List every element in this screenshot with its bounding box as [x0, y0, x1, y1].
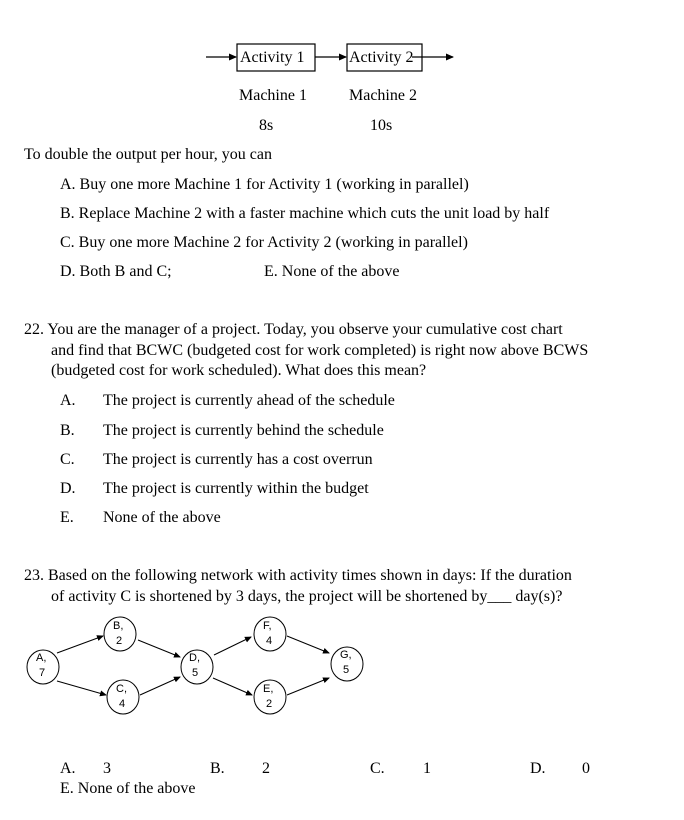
time1-label: 8s [259, 117, 274, 134]
q23-option-e: E. None of the above [60, 780, 196, 797]
node-b-name: B, [113, 620, 124, 632]
edge-e-g [287, 678, 329, 695]
node-f-name: F, [263, 620, 272, 632]
q22-option-b-letter: B. [60, 422, 75, 439]
q22-option-c-text: The project is currently has a cost overrun [103, 451, 373, 468]
node-a-name: A, [36, 652, 47, 664]
q23-stem-line1: 23. Based on the following network with activity times shown in days: If the duration [24, 567, 572, 584]
node-c-name: C, [116, 683, 127, 695]
q23-stem-line2: of activity C is shortened by 3 days, the project will be shortened by___ day(s)? [51, 588, 563, 605]
q22-option-d-letter: D. [60, 480, 76, 497]
q22-option-a-text: The project is currently ahead of the schedule [103, 392, 395, 409]
q22-option-e-letter: E. [60, 509, 74, 526]
machine2-label: Machine 2 [349, 87, 417, 104]
edge-b-d [138, 640, 180, 657]
node-c-time: 4 [119, 698, 126, 710]
edge-c-d [140, 677, 180, 695]
edge-a-b [57, 636, 103, 653]
node-d-name: D, [189, 652, 200, 664]
activity2-label: Activity 2 [349, 49, 414, 66]
q23-option-c-letter: C. [370, 760, 385, 777]
q23-option-b-letter: B. [210, 760, 225, 777]
q23-option-d-value: 0 [582, 760, 590, 777]
q21-stem: To double the output per hour, you can [24, 146, 272, 163]
activity1-label: Activity 1 [240, 49, 305, 66]
q23-option-d-letter: D. [530, 760, 546, 777]
q23-option-c-value: 1 [423, 760, 431, 777]
machine1-label: Machine 1 [239, 87, 307, 104]
node-a-time: 7 [39, 667, 46, 679]
q23-option-a-letter: A. [60, 760, 76, 777]
node-g-time: 5 [343, 664, 350, 676]
q22-option-a-letter: A. [60, 392, 76, 409]
q21-option-b: B. Replace Machine 2 with a faster machine which cuts the unit load by half [60, 205, 550, 222]
q22-option-b-text: The project is currently behind the schedule [103, 422, 384, 439]
node-e-name: E, [263, 683, 274, 695]
edge-f-g [287, 636, 329, 653]
edge-d-f [214, 637, 251, 655]
q22-stem-line1: 22. You are the manager of a project. Today, you observe your cumulative cost chart [24, 321, 563, 338]
q22-option-d-text: The project is currently within the budget [103, 480, 369, 497]
edge-d-e [213, 678, 252, 695]
q21-option-c: C. Buy one more Machine 2 for Activity 2 (working in parallel) [60, 234, 468, 251]
node-f-time: 4 [266, 635, 273, 647]
q22-option-e-text: None of the above [103, 509, 221, 526]
node-d-time: 5 [192, 667, 199, 679]
time2-label: 10s [370, 117, 393, 134]
q21-option-e: E. None of the above [264, 263, 400, 280]
q21-option-a: A. Buy one more Machine 1 for Activity 1 (working in parallel) [60, 176, 469, 193]
q23-option-a-value: 3 [103, 760, 111, 777]
edge-a-c [57, 681, 106, 695]
q23-option-b-value: 2 [262, 760, 270, 777]
node-g-name: G, [340, 649, 352, 661]
q21-option-d: D. Both B and C; [60, 263, 172, 280]
q22-option-c-letter: C. [60, 451, 75, 468]
q22-stem-line2: and find that BCWC (budgeted cost for work completed) is right now above BCWS [51, 342, 589, 359]
node-e-time: 2 [266, 698, 273, 710]
node-b-time: 2 [116, 635, 123, 647]
q22-stem-line3: (budgeted cost for work scheduled). What does this mean? [51, 362, 427, 379]
